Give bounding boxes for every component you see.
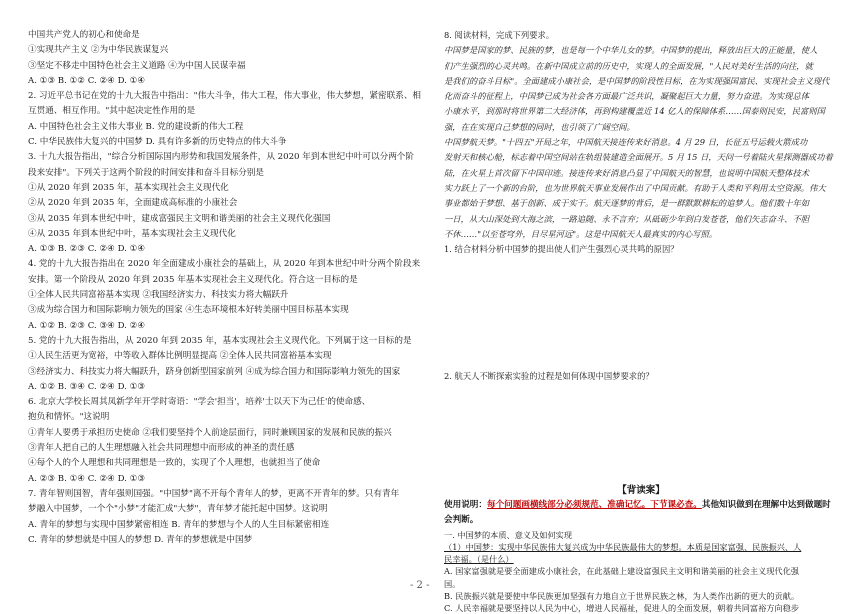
left-lines-line: A. 青年的梦想与实现中国梦紧密相连 B. 青年的梦想与个人的人生目标紧密相连: [28, 519, 330, 530]
right-top-line: 8. 阅读材料，完成下列要求。: [444, 30, 555, 40]
right-passage-line: 化而奋斗的征程上，中国梦已成为社会各方面最广泛共识，凝聚起巨大力量，努力奋进。为实现总体: [444, 91, 810, 102]
right-passage-line: 强，在在实现自己梦想的同时，也引领了广阔空间。: [444, 121, 635, 132]
left-lines-line: A. ①③ B. ①② C. ②④ D. ①④: [28, 75, 146, 86]
left-lines-line: ①全体人民共同富裕基本实现 ②我国经济实力、科技实力将大幅跃升: [28, 290, 289, 301]
sec-lines-line: 一. 中国梦的本质、意义及如何实现: [444, 529, 573, 540]
left-lines-line: 互贯通、相互作用。"其中起决定性作用的是: [28, 106, 196, 117]
left-lines-line: 4. 党的十九大报告指出在 2020 年全面建成小康社会的基础上，从 2020 年到本世纪中叶分两个阶段来: [28, 259, 421, 270]
usage-label: 使用说明：: [444, 499, 487, 510]
right-passage-line: 们产生强烈的心灵共鸣。在新中国成立前的历史中，实现人的全面发展，"人民对美好生活的向往，就: [444, 60, 813, 71]
left-column: [28, 28, 436, 548]
left-lines-line: A. 中国特色社会主义伟大事业 B. 党的建设新的伟大工程: [28, 121, 244, 132]
left-lines-line: 6. 北京大学校长周其凤新学年开学时寄语："学会'担当'，培养'士以天下为己任'的使命感、: [28, 397, 371, 408]
right-column: [444, 28, 838, 614]
left-lines-line: 3. 十九大报告指出，"综合分析国际国内形势和我国发展条件，从 2020 年到本世纪中叶可以分两个阶: [28, 152, 414, 163]
left-lines-line: ③坚定不移走中国特色社会主义道路 ④为中国人民谋幸福: [28, 60, 246, 71]
left-lines-line: 抱负和情怀。"这说明: [28, 412, 110, 423]
right-passage-line: 不休……"以至苍穹外，目尽星河远"。这是中国航天人最真实的内心写照。: [444, 228, 718, 239]
left-lines-line: 5. 党的十九大报告指出，从 2020 年到 2035 年，基本实现社会主义现代化。下列属于这一目标的是: [28, 335, 412, 346]
usage-red-text: 每个问题画横线部分必须规范、准确记忆。下节课必查。: [486, 499, 702, 510]
left-lines-line: 2. 习近平总书记在党的十九大报告中指出："伟大斗争，伟大工程，伟大事业，伟大梦想，紧密联系、相: [28, 91, 422, 102]
left-lines-line: 安排。第一个阶段从 2020 年到 2035 年基本实现社会主义现代化。符合这一目标的是: [28, 274, 358, 285]
right-passage-line: 中国梦航天梦。"十四五"开局之年，中国航天接连传来好消息。4 月 29 日，长征五号运载火箭成功: [444, 137, 808, 148]
sec-lines-line: A. 国家富强就是要全面建成小康社会，在此基础上建设富强民主文明和谐美丽的社会主义现代化强: [444, 566, 799, 577]
right-passage-line: 小康水平，到那时将世界第二大经济体，再到构建覆盖近 14 亿人的保障体系……国泰则民安，民富则国: [444, 106, 825, 117]
question-8-1: 1. 结合材料分析中国梦的提出使人们产生强烈心灵共鸣的原因？: [444, 244, 679, 255]
left-lines-line: C. 中华民族伟大复兴的中国梦 D. 具有许多新的历史特点的伟大斗争: [28, 137, 287, 148]
left-lines-line: ③成为综合国力和国际影响力领先的国家 ④生态环境根本好转美丽中国目标基本实现: [28, 305, 349, 316]
left-lines-line: ①人民生活更为宽裕，中等收入群体比例明显提高 ②全体人民共同富裕基本实现: [28, 351, 332, 362]
right-passage-line: 事业都始于梦想、基于创新、成于实干。航天逐梦的背后，是一群默默耕耘的追梦人。他们数十年如: [444, 198, 810, 209]
left-lines-line: A. ①② B. ②③ C. ③④ D. ②④: [28, 320, 146, 331]
sec-lines-line: C. 人民幸福就是要坚持以人民为中心，增进人民福祉，促进人的全面发展，朝着共同富裕方向稳步: [444, 602, 800, 613]
sec-lines-line: 国。: [444, 578, 461, 589]
left-lines-line: ①实现共产主义 ②为中华民族谋复兴: [28, 45, 169, 56]
sec-lines-line: B. 民族振兴就是要使中华民族更加坚强有力地自立于世界民族之林，为人类作出新的更大的贡献。: [444, 590, 800, 601]
usage-note: [444, 498, 838, 529]
sec-lines-line: 民幸福。（是什么）: [444, 554, 514, 565]
left-lines-line: ①青年人要勇于承担历史使命 ②我们要坚持个人前途层面行，同时兼顾国家的发展和民族的振兴: [28, 427, 392, 438]
page-number: - 2 -: [410, 580, 430, 591]
left-lines-line: ④从 2035 年到本世纪中叶，基本实现社会主义现代化: [28, 228, 236, 239]
left-lines-line: C. 青年的梦想就是中国人的梦想 D. 青年的梦想就是中国梦: [28, 534, 253, 545]
right-passage-line: 陆，在火星上首次留下中国印迹。接连传来好消息凸显了中国航天的智慧，也说明中国航天整体技术: [444, 167, 810, 178]
left-lines-line: ③从 2035 年到本世纪中叶，建成富强民主文明和谐美丽的社会主义现代化强国: [28, 213, 331, 224]
right-passage-line: 是我们的奋斗目标"。全面建成小康社会，是中国梦的阶段性目标，在为实现强国富民、实现社会主义现代: [444, 75, 830, 86]
left-lines-line: 中国共产党人的初心和使命是: [28, 30, 140, 40]
left-lines-line: A. ①③ B. ②③ C. ②④ D. ①④: [28, 244, 146, 255]
usage-rest-text: 其他知识做到在理解中达到做题时会判断。: [444, 499, 831, 526]
left-lines-line: 7. 青年智则国智，青年强则国强。"中国梦"离不开每个青年人的梦，更离不开青年的梦。只有青年: [28, 488, 400, 499]
backread-title: 【背读案】: [617, 484, 665, 496]
left-lines-line: ②从 2020 年到 2035 年，全面建成高标准的小康社会: [28, 198, 238, 209]
right-passage-line: 中国梦是国家的梦、民族的梦，也是每一个中华儿女的梦。中国梦的提出，释放出巨大的正能量，使人: [444, 45, 818, 56]
left-lines-line: A. ①② B. ③④ C. ②④ D. ①③: [28, 381, 146, 392]
right-passage-line: 实力跃上了一个新的台阶，也为世界航天事业发展作出了中国贡献。有助于人类和平利用太空资源。伟大: [444, 182, 826, 193]
right-passage-line: 一日，从大山深处到大海之滨，一路追随、永不言弃；从砥砺少年到白发苍苍，他们矢志奋斗、不胆: [444, 213, 810, 224]
left-lines-line: 梦融入中国梦，一个个"小梦"才能汇成"大梦"，青年梦才能托起中国梦。这说明: [28, 504, 328, 515]
left-lines-line: ③经济实力、科技实力将大幅跃升，跻身创新型国家前列 ④成为综合国力和国际影响力领先的国家: [28, 366, 401, 377]
left-lines-line: 段来安排"。下列关于这两个阶段的时间安排和奋斗目标分别是: [28, 167, 264, 178]
left-lines-line: A. ②③ B. ①④ C. ②④ D. ①③: [28, 473, 146, 484]
question-8-2: 2. 航天人不断探索实验的过程是如何体现中国梦要求的？: [444, 371, 654, 382]
left-lines-line: ③青年人把自己的人生理想融入社会共同理想中而形成的神圣的责任感: [28, 443, 295, 454]
right-passage-line: 发射天和核心舱，标志着中国空间站在轨组装建造全面展开。5 月 15 日，天问一号着陆火星探测器成功着: [444, 152, 833, 163]
left-lines-line: ①从 2020 年到 2035 年，基本实现社会主义现代化: [28, 182, 229, 193]
sec-lines-line: （1）中国梦：实现中华民族伟大复兴成为中华民族最伟大的梦想。本质是国家富强、民族振兴、人: [444, 541, 802, 552]
left-lines-line: ④每个人的个人理想和共同理想是一致的，实现了个人理想，也就担当了使命: [28, 458, 321, 469]
